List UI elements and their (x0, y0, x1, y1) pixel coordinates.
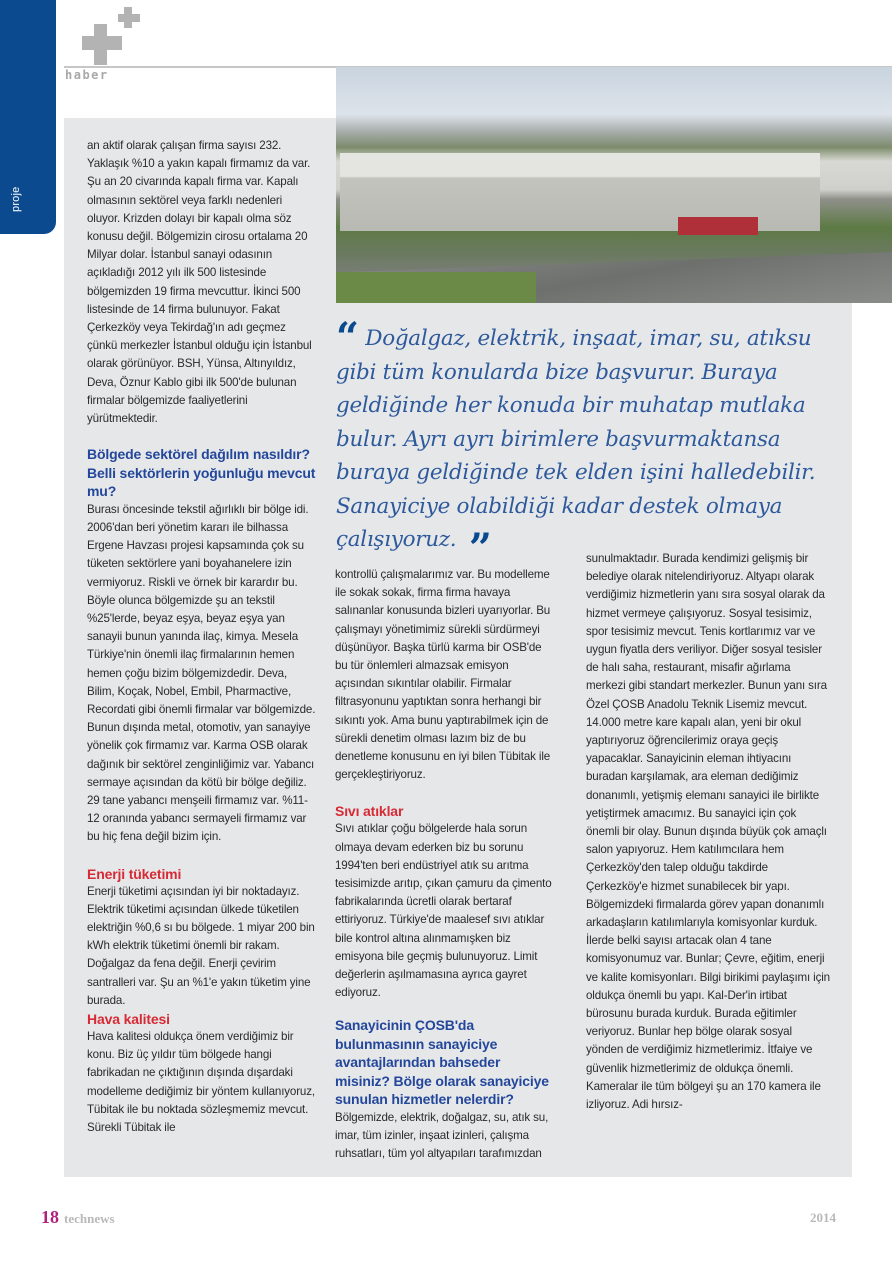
article-column-1 (87, 137, 317, 1137)
plus-crosses-logo-icon (82, 7, 142, 59)
truck (678, 217, 758, 235)
section-side-tab (0, 0, 56, 234)
energy-paragraph: Enerji tüketimi açısından iyi bir noktadayız. Elektrik tüketimi açısından ülkede tüketilen elektriğin %0,6 sı bu bölgede. 1 miyar 200 bin kWh elektrik tüketimi önemli bir rakam. Doğalgaz da fena değil. Enerji çevirim santralleri var. Şu an %1'e yakın tüketim yine burada. (87, 884, 315, 1007)
side-tab-label: proje (10, 186, 22, 212)
open-quote-icon: “ (336, 314, 359, 361)
industrial-zone-photo (336, 67, 892, 303)
grass (336, 272, 536, 303)
article-column-2 (335, 566, 557, 1164)
answer-paragraph: Burası öncesinde tekstil ağırlıklı bir bölge idi. 2006'dan beri yönetim kararı ile bilhassa Ergene Havzası projesi kapsamında çok su tüketen sektörlere yani boyahanelere izin vermiyoruz. Riskli ve örnek bir karardır bu. Böyle olunca bölgemizde şu an tekstil %25'lerde, beyaz eşya, beyaz eşya yan sanayii bunun yanında ilaç, kimya. Mesela Türkiye'nin önemli ilaç firmalarının hemen hemen çoğu bizim bölgemizdedir. Deva, Bilim, Koçak, Nobel, Embil, Pharmactive, Recordati gibi önemli firmalar var bölgemizde. Bunun dışında metal, otomotiv, yan sanayiye yönelik çok firmamız var. Karma OSB olarak dağınık bir sektörel zenginliğimiz var. Yabancı sermaye açısından da kötü bir bölge değiliz. 29 tane yabancı menşeili firmamız var. %11-12 oranında yabancı sermayeli firmamız var bu hiç fena değil bizim için. (87, 502, 316, 844)
issue-year: 2014 (810, 1210, 836, 1225)
subheading-liquid-waste: Sıvı atıklar (335, 803, 404, 820)
pull-quote-text: Doğalgaz, elektrik, inşaat, imar, su, atıksu gibi tüm konularda bize başvurur. Buraya geldiğinde her konuda bir muhatap mutlaka bulur. Ayrı ayrı birimlere başvurmaktansa buraya geldiğinde tek elden işini halledebilir. Sanayiciye olabildiği kadar destek olmaya çalışıyoruz. (336, 326, 816, 552)
subheading-energy: Enerji tüketimi (87, 865, 182, 882)
air-quality-paragraph: Hava kalitesi oldukça önem verdiğimiz bir konu. Biz üç yıldır tüm bölgede hangi fabrikadan ne çıktığının dışında dışardaki modelleme dediğimiz bir yöntem kullanıyoruz, Tübitak ile bu noktada sözleşmemiz mevcut. Sürekli Tübitak ile (87, 1030, 315, 1135)
air-quality-continued: kontrollü çalışmalarımız var. Bu modelleme ile sokak sokak, firma firma havaya salınanlar konusunda bizleri uyarıyorlar. Bu çalışmayı yönetimimiz sürekli sürdürmeyi düşünüyor. Başka türlü karma bir OSB'de bu tür önlemleri almazsak emisyon açısından sıkıntılar olabilir. Firmalar filtrasyonunu yaptıktan sonra herhangi bir sıkıntı yok. Ama bunu yaptırabilmek için de sürekli denetim olması lazım biz de bu denetleme konusunu en iyi bilen Tübitak ile gerçekleştiriyoruz. (335, 568, 551, 782)
subheading-air-quality: Hava kalitesi (87, 1011, 170, 1028)
question-heading: Bölgede sektörel dağılım nasıldır? Belli sektörlerin yoğunluğu mevcut mu? (87, 446, 316, 500)
intro-paragraph: an aktif olarak çalışan firma sayısı 232. Yaklaşık %10 a yakın kapalı firmamız da var. Şu an 20 civarında kapalı firma var. Kapalı olmasının sektörel veya farklı nedenleri oluyor. Krizden dolayı bir kapalı olma söz konusu değil. Bölgemizin cirosu ortalama 20 Milyar dolar. İstanbul sanayi odasının açıkladığı 2012 yılı ilk 500 listesinde bölgemizden 19 firma mevcuttur. İkinci 500 listesinde de 14 firma bulunuyor. Fakat Çerkezköy veya Tekirdağ'ın adı geçmez çünkü merkezler İstanbul olduğu için İstanbul olarak görünüyor. BSH, Yünsa, Altınyıldız, Deva, Öznur Kablo gibi ilk 500'de bulunan firmalar bölgemizde faaliyetlerini yürütmektedir. (87, 139, 312, 426)
close-quote-icon: ” (468, 525, 492, 572)
pull-quote (336, 314, 836, 572)
section-label: haber (65, 68, 109, 82)
article-column-3 (586, 550, 831, 1114)
answer-2-continued: sunulmaktadır. Burada kendimizi gelişmiş bir belediye olarak nitelendiriyoruz. Altyapı olarak verdiğimiz hizmetlerin yanı sıra sosyal olarak da hizmet vermeye çalışıyoruz. Sosyal tesisimiz, spor tesisimiz mevcut. Tenis kortlarımız var ve uygun fiyatla ders veriliyor. Diğer sosyal tesisler de halı saha, restaurant, misafir ağırlama merkezi gibi standart merkezler. Bunun yanı sıra Özel ÇOSB Anadolu Teknik Lisemiz mevcut. 14.000 metre kare kapalı alan, yeni bir okul yaptırıyoruz öğrencilerimiz oraya geçiş yapacaklar. Sanayicinin eleman ihtiyacını buradan karşılamak, ara eleman dediğimiz donanımlı, yetişmiş elemanı sanayici ile birlikte yetiştirmek amacımız. Bu sanayici için çok önemli bir olay. Bunun dışında büyük çok amaçlı salon yapıyoruz. Hem katılımcılara hem Çerkezköy'den talep olduğu takdirde Çerkezköy'e hizmet sunabilecek bir yapı. Bölgemizdeki firmalarda görev yapan donanımlı arkadaşların katılımlarıyla komisyonlar kurduk. İlerde belki sayısı artacak olan 4 tane komisyonumuz var. Bunlar; Çevre, eğitim, enerji ve kalite komisyonları. Bilgi birikimi paylaşımı için oldukça önemli bu yapı. Kal-Der'in irtibat bürosunu burada kurduk. Burada eğitimler veriyoruz. Bunlar hep bölge olarak sosyal yönden de verdiğimiz hizmetlerimiz. İtfaiye ve güvenlik hizmetlerimiz de oldukça önemli. Kameralar ile tüm bölgeyi şu an 170 kamera ile izliyoruz. Adi hırsız- (586, 552, 830, 1112)
liquid-waste-paragraph: Sıvı atıklar çoğu bölgelerde hala sorun olmaya devam ederken biz bu sorunu 1994'ten beri endüstriyel atık su arıtma tesisimizde arıtıp, çıkan çamuru da çimento fabrikalarında ücretli olarak bertaraf ettiriyoruz. Türkiye'de maalesef sıvı atıklar bile kontrol altına alınmamışken biz emisyona bile geçmiş bulunuyoruz. Limit değerlerin aşılmamasına ayrıca gayret ediyoruz. (335, 822, 552, 1000)
magazine-name: technews (64, 1211, 115, 1226)
page-number: 18 (41, 1207, 59, 1227)
page-footer (41, 1207, 836, 1229)
question-heading-2: Sanayicinin ÇOSB'da bulunmasının sanayiciye avantajlarından bahseder misiniz? Bölge olarak sanayiciye sunulan hizmetler nelerdir? (335, 1017, 549, 1108)
answer-2-paragraph: Bölgemizde, elektrik, doğalgaz, su, atık su, imar, tüm izinler, inşaat izinleri, çalışma ruhsatları, tüm yol altyapıları tarafımızdan (335, 1110, 549, 1161)
